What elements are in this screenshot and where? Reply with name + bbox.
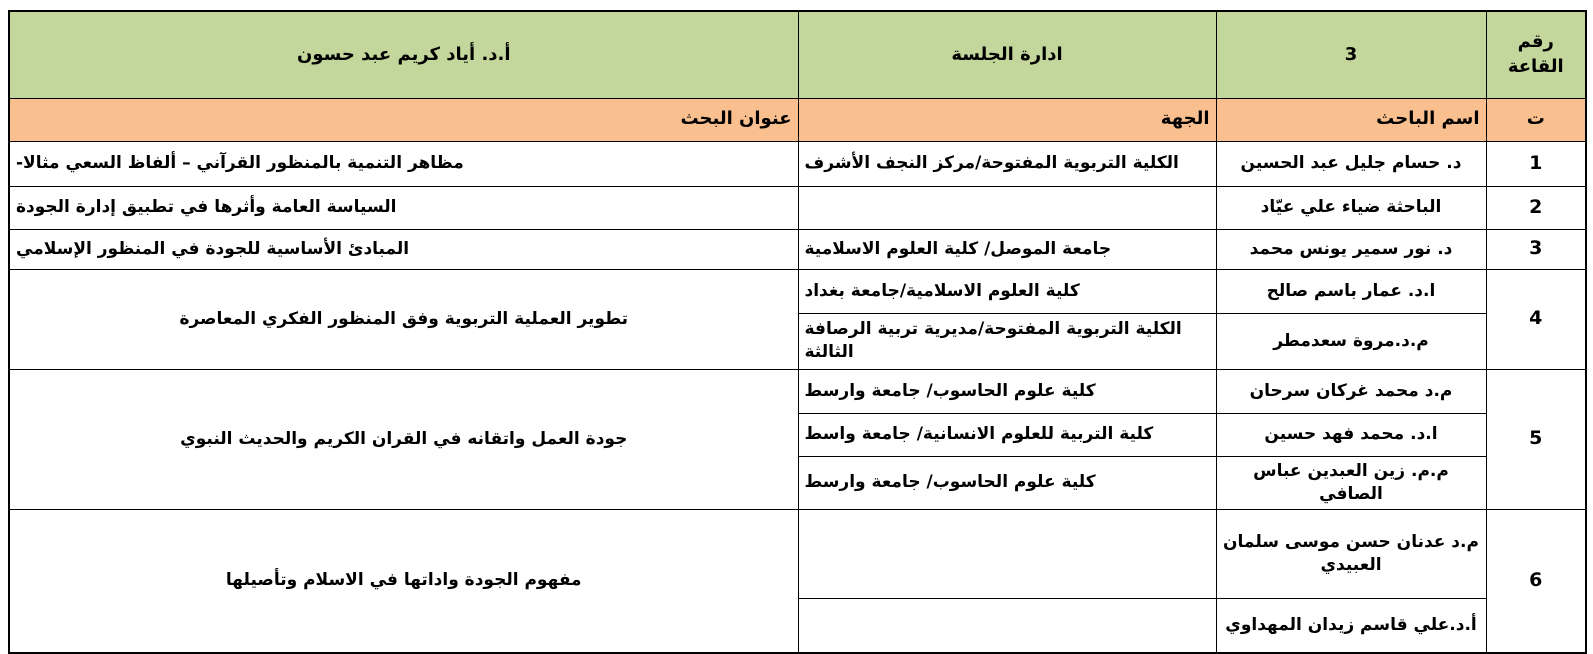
table-row xyxy=(9,369,1586,413)
table-row xyxy=(9,186,1586,229)
row-index: 2 xyxy=(1486,186,1586,229)
researcher-name: ا.د. عمار باسم صالح xyxy=(1216,269,1486,313)
researcher-name: م.د.مروة سعدمطر xyxy=(1216,313,1486,369)
research-title: المبادئ الأساسية للجودة في المنظور الإسلامي xyxy=(9,229,798,269)
researcher-name: د. حسام جليل عبد الحسين xyxy=(1216,141,1486,186)
researcher-name: الباحثة ضياء علي عيّاد xyxy=(1216,186,1486,229)
col-header-index: ت xyxy=(1486,98,1586,141)
research-title: السياسة العامة وأثرها في تطبيق إدارة الجودة xyxy=(9,186,798,229)
researcher-entity xyxy=(798,598,1216,653)
table-row xyxy=(9,229,1586,269)
researcher-entity: الكلية التربوية المفتوحة/مركز النجف الأشرف xyxy=(798,141,1216,186)
researcher-name: م.د محمد غركان سرحان xyxy=(1216,369,1486,413)
researcher-name: أ.د.علي قاسم زيدان المهداوي xyxy=(1216,598,1486,653)
research-title: تطوير العملية التربوية وفق المنظور الفكري المعاصرة xyxy=(9,269,798,369)
researcher-entity: الكلية التربوية المفتوحة/مديرية تربية الرصافة الثالثة xyxy=(798,313,1216,369)
table-row xyxy=(9,141,1586,186)
research-title: مظاهر التنمية بالمنظور القرآني – ألفاظ السعي مثالا- xyxy=(9,141,798,186)
researcher-name: م.د عدنان حسن موسى سلمان العبيدي xyxy=(1216,509,1486,598)
row-index: 4 xyxy=(1486,269,1586,369)
session-header-row xyxy=(9,11,1586,98)
researcher-entity: كلية علوم الحاسوب/ جامعة وارسط xyxy=(798,369,1216,413)
researcher-entity: جامعة الموصل/ كلية العلوم الاسلامية xyxy=(798,229,1216,269)
researcher-entity xyxy=(798,186,1216,229)
col-header-title: عنوان البحث xyxy=(9,98,798,141)
research-title: مفهوم الجودة واداتها في الاسلام وتأصيلها xyxy=(9,509,798,653)
session-chair-name: أ.د. أياد كريم عبد حسون xyxy=(9,11,798,98)
column-header-row xyxy=(9,98,1586,141)
researcher-entity: كلية علوم الحاسوب/ جامعة وارسط xyxy=(798,456,1216,509)
row-index: 1 xyxy=(1486,141,1586,186)
research-title: جودة العمل واتقانه في القران الكريم والحديث النبوي xyxy=(9,369,798,509)
session-schedule-table xyxy=(8,10,1587,654)
researcher-name: م.م. زين العبدين عباس الصافي xyxy=(1216,456,1486,509)
table-row xyxy=(9,509,1586,598)
room-number-value: 3 xyxy=(1216,11,1486,98)
researcher-entity: كلية العلوم الاسلامية/جامعة بغداد xyxy=(798,269,1216,313)
room-number-label: رقم القاعة xyxy=(1486,11,1586,98)
researcher-entity: كلية التربية للعلوم الانسانية/ جامعة واسط xyxy=(798,413,1216,456)
table-row xyxy=(9,269,1586,313)
researcher-name: ا.د. محمد فهد حسين xyxy=(1216,413,1486,456)
row-index: 5 xyxy=(1486,369,1586,509)
researcher-entity xyxy=(798,509,1216,598)
session-admin-label: ادارة الجلسة xyxy=(798,11,1216,98)
row-index: 3 xyxy=(1486,229,1586,269)
row-index: 6 xyxy=(1486,509,1586,653)
researcher-name: د. نور سمير يونس محمد xyxy=(1216,229,1486,269)
col-header-researcher: اسم الباحث xyxy=(1216,98,1486,141)
col-header-entity: الجهة xyxy=(798,98,1216,141)
